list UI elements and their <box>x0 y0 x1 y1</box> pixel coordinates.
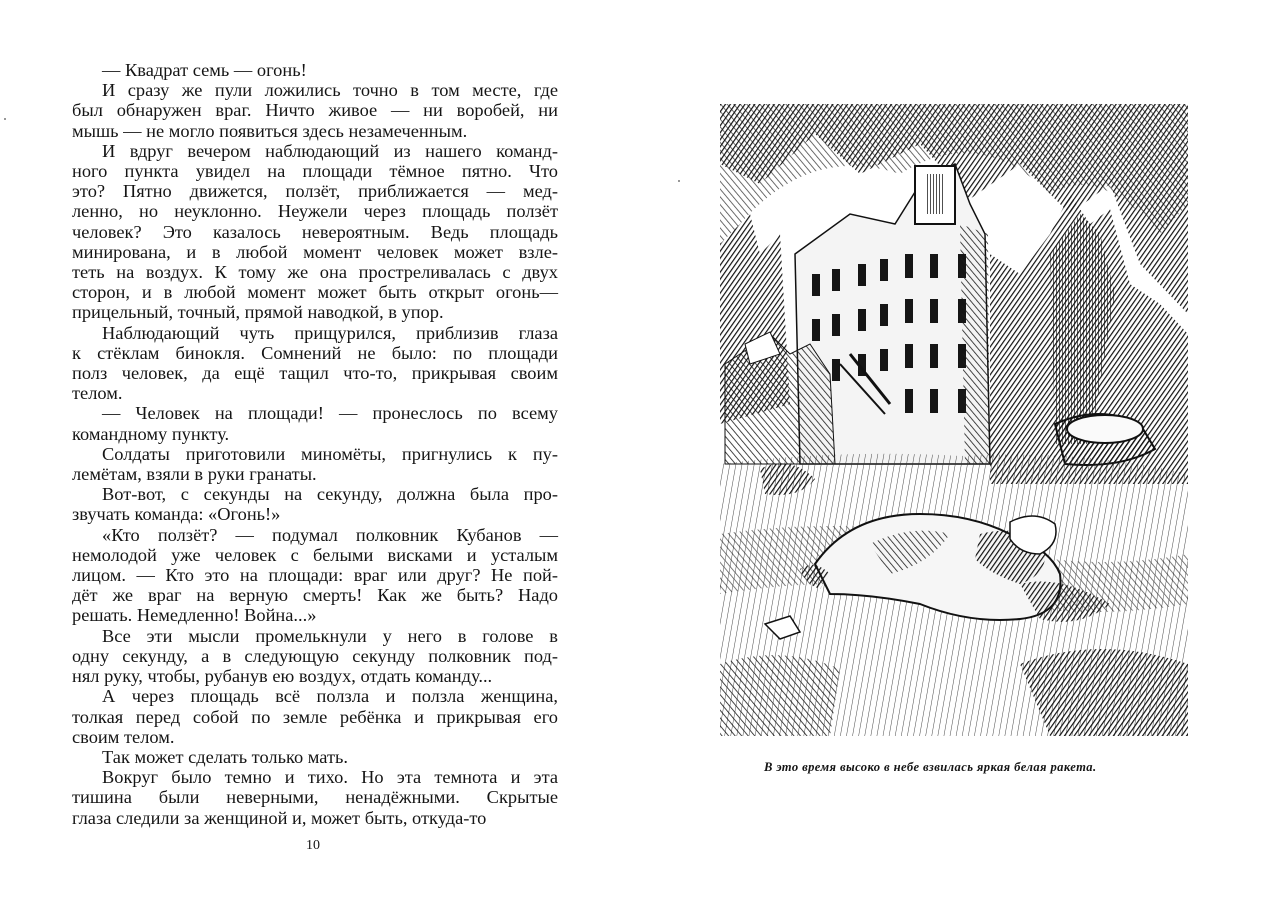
text-line: толкая перед собой по земле ребёнка и прикрывая его <box>72 706 558 727</box>
text-line: звучать команда: «Огонь!» <box>72 504 281 525</box>
text-line: Вот-вот, с секунды на секунду, должна была про- <box>102 484 558 505</box>
paragraph <box>72 323 558 404</box>
text-line: нял руку, чтобы, рубанув ею воздух, отдать команду... <box>72 666 493 687</box>
text-line: ного пункта увидел на площади тёмное пятно. Что <box>72 161 558 182</box>
text-line: одну секунду, а в следующую секунду полковник под- <box>72 645 558 666</box>
paragraph <box>72 60 558 80</box>
illustration-ruined-city <box>720 104 1188 736</box>
text-line: человек? Это казалось невероятным. Ведь площадь <box>72 221 558 242</box>
text-line: телом. <box>72 383 123 404</box>
text-line: был обнаружен враг. Ничто живое — ни воробей, ни <box>72 100 558 121</box>
text-line: Вокруг было темно и тихо. Но эта темнота и эта <box>102 767 558 788</box>
paragraph <box>72 747 558 767</box>
text-line: сторон, и в любой момент может быть открыт огонь— <box>72 282 558 303</box>
paragraph <box>72 141 558 323</box>
illustration-caption: В это время высоко в небе взвилась яркая белая ракета. <box>764 760 1097 774</box>
text-line: — Квадрат семь — огонь! <box>102 60 307 80</box>
text-line: дёт же враг на верную смерть! Как же быть? Надо <box>72 585 558 606</box>
text-line: это? Пятно движется, ползёт, приближается — мед- <box>72 181 558 202</box>
text-line: Солдаты приготовили миномёты, пригнулись к пу- <box>102 443 558 464</box>
text-line: мышь — не могло появиться здесь незамеченным. <box>72 120 468 141</box>
text-line: тишина были неверными, ненадёжными. Скрытые <box>72 787 558 808</box>
text-line: Наблюдающий чуть прищурился, приблизив глаза <box>102 322 558 343</box>
text-line: минирована, и в любой момент человек может взле- <box>72 241 558 262</box>
text-line: И вдруг вечером наблюдающий из нашего команд- <box>102 140 558 161</box>
text-line: И сразу же пули ложились точно в том месте, где <box>102 80 558 101</box>
paragraph <box>72 403 558 443</box>
text-line: теть на воздух. К тому же она простреливалась с двух <box>72 262 558 283</box>
text-line: к стёклам бинокля. Сомнений не было: по площади <box>72 342 558 363</box>
text-line: немолодой уже человек с белыми висками и усталым <box>72 544 558 565</box>
text-line: прицельный, точный, прямой наводкой, в упор. <box>72 302 444 323</box>
text-line: полз человек, да ещё тащил что-то, прикрывая своим <box>72 363 558 384</box>
scan-speck <box>4 118 6 120</box>
paragraph <box>72 80 558 141</box>
text-line: глаза следили за женщиной и, может быть, откуда-то <box>72 807 487 828</box>
paragraph <box>72 767 558 828</box>
paragraph <box>72 626 558 687</box>
paragraph <box>72 686 558 747</box>
text-line: Так может сделать только мать. <box>102 746 348 767</box>
text-line: — Человек на площади! — пронеслось по всему <box>102 403 558 424</box>
left-page-text <box>72 60 558 828</box>
text-line: решать. Немедленно! Война...» <box>72 605 317 626</box>
page-number: 10 <box>306 838 320 853</box>
text-line: ленно, но неуклонно. Неужели через площадь ползёт <box>72 201 558 222</box>
text-line: лемётам, взяли в руки гранаты. <box>72 464 317 485</box>
paragraph <box>72 525 558 626</box>
text-line: А через площадь всё ползла и ползла женщина, <box>102 686 558 707</box>
text-line: своим телом. <box>72 726 175 747</box>
paragraph <box>72 444 558 484</box>
text-line: лицом. — Кто это на площади: враг или друг? Не пой- <box>72 565 558 586</box>
text-line: Все эти мысли промелькнули у него в голове в <box>102 625 558 646</box>
text-line: «Кто ползёт? — подумал полковник Кубанов — <box>102 524 558 545</box>
ink-drawing <box>720 104 1188 736</box>
paragraph <box>72 484 558 524</box>
text-line: командному пункту. <box>72 423 230 444</box>
scan-speck <box>678 180 680 182</box>
